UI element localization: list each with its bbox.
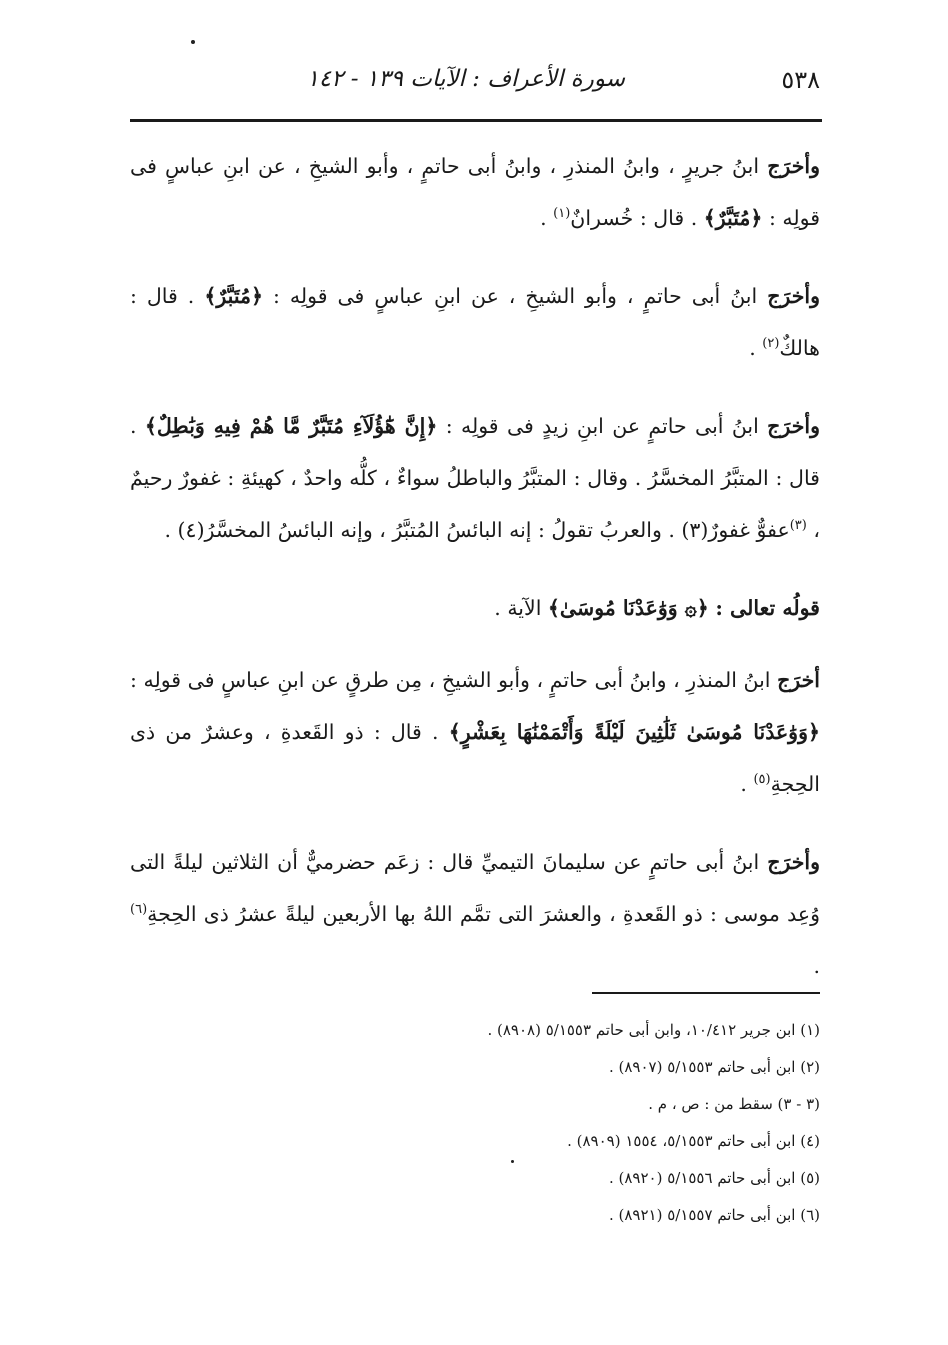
quran-verse: ﴿إِنَّ هَٰٓؤُلَآءِ مُتَبَّرٌ مَّا هُمْ فِيهِ وَبَٰطِلٌ﴾ [144, 414, 438, 438]
footnote: (٦) ابن أبى حاتم ٥/١٥٥٧ (٨٩٢١) . [608, 1206, 820, 1224]
page-number: ٥٣٨ [781, 66, 820, 94]
paragraph-lead: أخرَج [777, 668, 820, 692]
paragraph-tail: . قال : هالكٌ [130, 284, 820, 360]
paragraph-end: . [749, 336, 763, 360]
quran-verse: ﴿وَوَٰعَدْنَا مُوسَىٰ ثَلَٰثِينَ لَيْلَةً وَأَتْمَمْنَٰهَا بِعَشْرٍ﴾ [448, 720, 820, 744]
footnotes [300, 1012, 820, 1234]
paragraph-text: ابنُ أبى حاتمٍ عن سليمانَ التيميِّ قال : زعَم حضرميٌّ أن الثلاثين ليلةً التى وُعِد موسى : ذو القَعدةِ ، والعشرَ التى تمَّم اللهُ بها الأربعين ليلةً عشرُ ذى الحِجةِ [130, 850, 820, 926]
paragraph-lead: وأخرَج [767, 284, 820, 308]
paragraph-text: ابنُ المنذرِ ، وابنُ أبى حاتمٍ ، وأبو الشيخِ ، مِن طرقٍ عن ابنِ عباسٍ فى قولِه : [130, 668, 778, 692]
paragraph-tail: . قال : المتبَّرُ المخسَّرُ . وقال : المتبَّرُ والباطلُ سواءٌ ، كلُّه واحدٌ ، كهيئةِ : غفورٌ رحيمٌ ، [130, 414, 820, 542]
paragraph [130, 270, 820, 374]
footnote: (٢) ابن أبى حاتم ٥/١٥٥٣ (٨٩٠٧) . [608, 1058, 820, 1076]
paragraph-end: . [813, 954, 820, 978]
verse-heading: قولُه تعالى : [715, 596, 820, 620]
footnote: (٤) ابن أبى حاتم ٥/١٥٥٣، ١٥٥٤ (٨٩٠٩) . [567, 1132, 820, 1150]
paragraph-text: ابنُ أبى حاتمٍ ، وأبو الشيخِ ، عن ابنِ عباسٍ فى قولِه : [263, 284, 768, 308]
paragraph-text: ابنُ أبى حاتمٍ عن ابنِ زيدٍ فى قولِه : [437, 414, 768, 438]
footnote-ref: (١) [553, 206, 571, 222]
main-text [130, 140, 820, 1018]
footnote-ref: (٥) [753, 772, 771, 788]
quran-verse: ﴿۞ وَوَٰعَدْنَا مُوسَىٰ﴾ [547, 596, 709, 620]
paragraph-end: . [740, 772, 754, 796]
scan-speck [191, 40, 195, 44]
quran-verse: ﴿مُتَبَّرٌ﴾ [703, 206, 763, 230]
page-header [130, 62, 820, 112]
paragraph [130, 836, 820, 992]
paragraph-tail: الآية . [494, 596, 548, 620]
paragraph-tail: . قال : ذو القَعدةِ ، وعشرٌ من ذى الحِجةِ [130, 720, 820, 796]
footnote-ref: (٢) [762, 336, 780, 352]
footnote-ref: (٦) [130, 902, 148, 918]
paragraph-end: عفوٌّ غفورٌ(٣) . والعربُ تقولُ : إنه البائسُ المُتبَّرُ ، وإنه البائسُ المخسَّرُ(٤) . [164, 518, 790, 542]
footnote-ref: (٣) [789, 518, 807, 534]
paragraph [130, 654, 820, 810]
paragraph [130, 140, 820, 244]
paragraph [130, 582, 820, 634]
scan-speck [511, 1160, 514, 1163]
paragraph-text: ابنُ جريرٍ ، وابنُ المنذرِ ، وابنُ أبى حاتمٍ ، وأبو الشيخِ ، عن ابنِ عباسٍ فى قولِه : [130, 154, 820, 230]
footnote: (٣ - ٣) سقط من : ص ، م . [648, 1095, 820, 1113]
footnote-rule [592, 992, 820, 994]
footnote: (٥) ابن أبى حاتم ٥/١٥٥٦ (٨٩٢٠) . [608, 1169, 820, 1187]
header-rule [130, 119, 822, 122]
paragraph-lead: وأخرَج [767, 154, 820, 178]
quran-verse: ﴿مُتَبَّرٌ﴾ [204, 284, 263, 308]
paragraph-tail: . قال : خُسرانٌ [570, 206, 704, 230]
running-title: سورة الأعراف : الآيات ١٣٩ - ١٤٢ [306, 66, 625, 92]
footnote: (١) ابن جرير ١٠/٤١٢، وابن أبى حاتم ٥/١٥٥٣ (٨٩٠٨) . [487, 1021, 820, 1039]
paragraph-lead: وأخرَج [767, 414, 820, 438]
paragraph-end: . [540, 206, 554, 230]
paragraph [130, 400, 820, 556]
paragraph-lead: وأخرَج [767, 850, 820, 874]
